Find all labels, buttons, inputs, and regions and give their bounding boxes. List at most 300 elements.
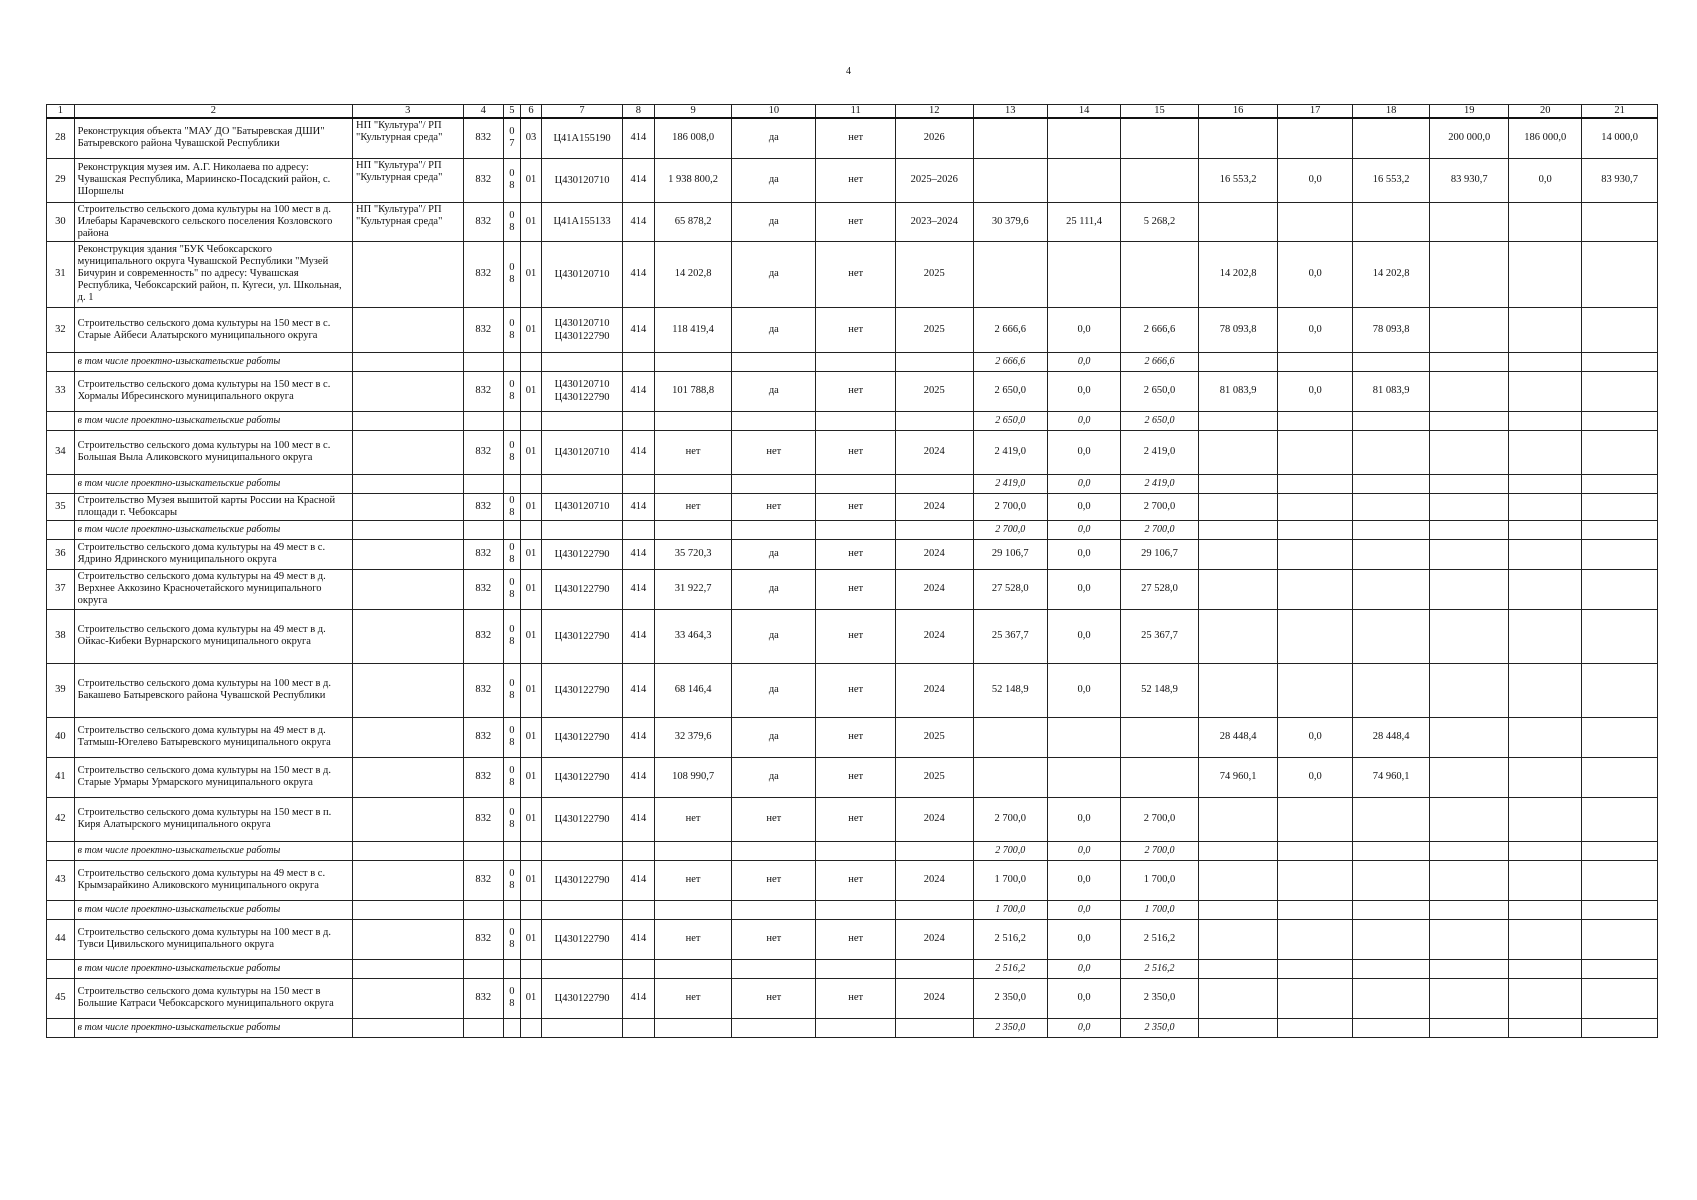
cell-col-19 xyxy=(1430,493,1509,520)
cell-col-7: Ц430122790 xyxy=(542,978,623,1018)
table-row xyxy=(47,307,1658,352)
cell-col-3 xyxy=(353,371,464,411)
table-row xyxy=(47,158,1658,202)
cell-col-4: 832 xyxy=(463,430,503,474)
cell-col-11: нет xyxy=(816,158,896,202)
cell-col-21 xyxy=(1582,307,1658,352)
cell-col-19 xyxy=(1430,609,1509,663)
cell-col-10: да xyxy=(732,569,816,609)
cell-col-9: 108 990,7 xyxy=(654,757,732,797)
cell-col-11: нет xyxy=(816,919,896,959)
cell-col-3 xyxy=(353,1018,464,1037)
cell-col-5: 08 xyxy=(503,241,520,307)
table-row xyxy=(47,717,1658,757)
cell-col-3 xyxy=(353,493,464,520)
cell-col-20 xyxy=(1509,241,1582,307)
cell-col-18 xyxy=(1352,900,1430,919)
cell-col-14 xyxy=(1047,241,1120,307)
cell-col-10 xyxy=(732,900,816,919)
cell-col-2: Строительство сельского дома культуры на 100 мест в д. Илебары Карачевского сельского поселения Козловского района xyxy=(74,202,352,241)
cell-col-6 xyxy=(520,959,541,978)
cell-col-13: 2 516,2 xyxy=(973,919,1047,959)
cell-col-9: нет xyxy=(654,797,732,841)
cell-col-5: 08 xyxy=(503,797,520,841)
cell-col-8 xyxy=(622,959,654,978)
cell-col-12: 2024 xyxy=(895,539,973,569)
cell-col-7: Ц430120710 xyxy=(542,158,623,202)
cell-col-21 xyxy=(1582,919,1658,959)
cell-col-21 xyxy=(1582,663,1658,717)
cell-col-7: Ц430122790 xyxy=(542,717,623,757)
cell-col-11: нет xyxy=(816,860,896,900)
cell-col-8: 414 xyxy=(622,539,654,569)
cell-col-4: 832 xyxy=(463,493,503,520)
cell-col-19: 200 000,0 xyxy=(1430,118,1509,158)
cell-col-10: да xyxy=(732,158,816,202)
cell-col-17: 0,0 xyxy=(1278,158,1352,202)
table-row xyxy=(47,797,1658,841)
cell-col-18 xyxy=(1352,1018,1430,1037)
cell-col-9: нет xyxy=(654,860,732,900)
cell-col-17 xyxy=(1278,493,1352,520)
cell-col-21 xyxy=(1582,371,1658,411)
cell-col-15 xyxy=(1121,118,1199,158)
cell-col-2: в том числе проектно-изыскательские работы xyxy=(74,959,352,978)
cell-col-4: 832 xyxy=(463,118,503,158)
cell-col-1: 36 xyxy=(47,539,75,569)
cell-col-2: Строительство сельского дома культуры на 49 мест в с. Ядрино Ядринского муниципального округа xyxy=(74,539,352,569)
cell-col-3 xyxy=(353,569,464,609)
table-row xyxy=(47,757,1658,797)
cell-col-13 xyxy=(973,158,1047,202)
cell-col-11: нет xyxy=(816,493,896,520)
cell-col-7: Ц430120710 Ц430122790 xyxy=(542,371,623,411)
cell-col-9: 65 878,2 xyxy=(654,202,732,241)
cell-col-21 xyxy=(1582,474,1658,493)
cell-col-20 xyxy=(1509,978,1582,1018)
cell-col-20 xyxy=(1509,841,1582,860)
cell-col-18 xyxy=(1352,797,1430,841)
cell-col-20 xyxy=(1509,202,1582,241)
cell-col-1: 29 xyxy=(47,158,75,202)
cell-col-12: 2024 xyxy=(895,797,973,841)
cell-col-9: 33 464,3 xyxy=(654,609,732,663)
cell-col-1 xyxy=(47,1018,75,1037)
cell-col-1: 31 xyxy=(47,241,75,307)
cell-col-4: 832 xyxy=(463,371,503,411)
cell-col-20 xyxy=(1509,919,1582,959)
cell-col-15: 1 700,0 xyxy=(1121,900,1199,919)
cell-col-11: нет xyxy=(816,663,896,717)
table-row xyxy=(47,663,1658,717)
cell-col-9 xyxy=(654,520,732,539)
cell-col-8: 414 xyxy=(622,609,654,663)
subtotal-row xyxy=(47,959,1658,978)
cell-col-6: 01 xyxy=(520,569,541,609)
cell-col-1 xyxy=(47,352,75,371)
cell-col-15: 2 419,0 xyxy=(1121,430,1199,474)
cell-col-6: 03 xyxy=(520,118,541,158)
cell-col-20 xyxy=(1509,797,1582,841)
cell-col-12 xyxy=(895,352,973,371)
cell-col-10: нет xyxy=(732,430,816,474)
cell-col-9: 14 202,8 xyxy=(654,241,732,307)
cell-col-9: нет xyxy=(654,430,732,474)
cell-col-17 xyxy=(1278,520,1352,539)
cell-col-12 xyxy=(895,411,973,430)
cell-col-6: 01 xyxy=(520,860,541,900)
cell-col-8: 414 xyxy=(622,158,654,202)
cell-col-4: 832 xyxy=(463,241,503,307)
cell-col-10: нет xyxy=(732,493,816,520)
cell-col-21: 83 930,7 xyxy=(1582,158,1658,202)
cell-col-1: 28 xyxy=(47,118,75,158)
cell-col-13: 2 419,0 xyxy=(973,474,1047,493)
cell-col-10: да xyxy=(732,609,816,663)
cell-col-6: 01 xyxy=(520,663,541,717)
cell-col-18 xyxy=(1352,609,1430,663)
cell-col-11: нет xyxy=(816,757,896,797)
cell-col-8 xyxy=(622,900,654,919)
cell-col-14: 0,0 xyxy=(1047,841,1120,860)
cell-col-16 xyxy=(1198,860,1278,900)
column-header-6: 6 xyxy=(520,105,541,119)
cell-col-5: 08 xyxy=(503,539,520,569)
cell-col-6: 01 xyxy=(520,919,541,959)
cell-col-15: 2 666,6 xyxy=(1121,352,1199,371)
cell-col-12: 2025 xyxy=(895,757,973,797)
cell-col-17 xyxy=(1278,959,1352,978)
cell-col-9 xyxy=(654,841,732,860)
cell-col-1: 40 xyxy=(47,717,75,757)
cell-col-21 xyxy=(1582,352,1658,371)
cell-col-16 xyxy=(1198,978,1278,1018)
cell-col-20 xyxy=(1509,860,1582,900)
cell-col-10: нет xyxy=(732,919,816,959)
cell-col-3 xyxy=(353,539,464,569)
cell-col-2: в том числе проектно-изыскательские работы xyxy=(74,411,352,430)
column-header-11: 11 xyxy=(816,105,896,119)
cell-col-2: в том числе проектно-изыскательские работы xyxy=(74,520,352,539)
subtotal-row xyxy=(47,900,1658,919)
cell-col-10: да xyxy=(732,717,816,757)
cell-col-7: Ц430122790 xyxy=(542,539,623,569)
cell-col-16 xyxy=(1198,474,1278,493)
cell-col-1: 38 xyxy=(47,609,75,663)
cell-col-9 xyxy=(654,352,732,371)
cell-col-11 xyxy=(816,520,896,539)
cell-col-13: 2 516,2 xyxy=(973,959,1047,978)
cell-col-8: 414 xyxy=(622,430,654,474)
cell-col-13: 2 666,6 xyxy=(973,307,1047,352)
cell-col-10 xyxy=(732,1018,816,1037)
cell-col-10: да xyxy=(732,371,816,411)
cell-col-14: 0,0 xyxy=(1047,1018,1120,1037)
cell-col-3 xyxy=(353,860,464,900)
cell-col-5: 08 xyxy=(503,202,520,241)
cell-col-5: 08 xyxy=(503,860,520,900)
cell-col-16 xyxy=(1198,539,1278,569)
cell-col-19 xyxy=(1430,202,1509,241)
table-row xyxy=(47,202,1658,241)
cell-col-20 xyxy=(1509,474,1582,493)
cell-col-17 xyxy=(1278,118,1352,158)
cell-col-11: нет xyxy=(816,241,896,307)
cell-col-10: нет xyxy=(732,797,816,841)
cell-col-21 xyxy=(1582,539,1658,569)
cell-col-17 xyxy=(1278,202,1352,241)
cell-col-4: 832 xyxy=(463,978,503,1018)
cell-col-21 xyxy=(1582,609,1658,663)
cell-col-19: 83 930,7 xyxy=(1430,158,1509,202)
cell-col-6 xyxy=(520,411,541,430)
cell-col-9 xyxy=(654,474,732,493)
cell-col-21 xyxy=(1582,411,1658,430)
cell-col-16: 78 093,8 xyxy=(1198,307,1278,352)
cell-col-1 xyxy=(47,959,75,978)
cell-col-9: 118 419,4 xyxy=(654,307,732,352)
cell-col-15 xyxy=(1121,757,1199,797)
cell-col-21 xyxy=(1582,1018,1658,1037)
cell-col-9: 68 146,4 xyxy=(654,663,732,717)
cell-col-19 xyxy=(1430,411,1509,430)
cell-col-6 xyxy=(520,900,541,919)
cell-col-19 xyxy=(1430,430,1509,474)
column-header-14: 14 xyxy=(1047,105,1120,119)
table-row xyxy=(47,569,1658,609)
column-header-1: 1 xyxy=(47,105,75,119)
cell-col-19 xyxy=(1430,797,1509,841)
cell-col-4 xyxy=(463,900,503,919)
cell-col-21 xyxy=(1582,841,1658,860)
cell-col-12 xyxy=(895,1018,973,1037)
cell-col-18 xyxy=(1352,959,1430,978)
cell-col-3 xyxy=(353,307,464,352)
cell-col-19 xyxy=(1430,919,1509,959)
cell-col-18: 14 202,8 xyxy=(1352,241,1430,307)
cell-col-18 xyxy=(1352,860,1430,900)
cell-col-12: 2023–2024 xyxy=(895,202,973,241)
cell-col-15: 52 148,9 xyxy=(1121,663,1199,717)
cell-col-10: да xyxy=(732,118,816,158)
cell-col-5: 08 xyxy=(503,978,520,1018)
cell-col-5: 08 xyxy=(503,569,520,609)
cell-col-7: Ц430122790 xyxy=(542,569,623,609)
cell-col-19 xyxy=(1430,474,1509,493)
cell-col-10: да xyxy=(732,663,816,717)
cell-col-12: 2026 xyxy=(895,118,973,158)
cell-col-11: нет xyxy=(816,307,896,352)
cell-col-3 xyxy=(353,609,464,663)
cell-col-5 xyxy=(503,1018,520,1037)
cell-col-14: 0,0 xyxy=(1047,919,1120,959)
cell-col-10: да xyxy=(732,202,816,241)
cell-col-18: 16 553,2 xyxy=(1352,158,1430,202)
cell-col-21 xyxy=(1582,717,1658,757)
table-row xyxy=(47,241,1658,307)
cell-col-8 xyxy=(622,841,654,860)
cell-col-21 xyxy=(1582,860,1658,900)
cell-col-14: 0,0 xyxy=(1047,371,1120,411)
cell-col-19 xyxy=(1430,539,1509,569)
subtotal-row xyxy=(47,474,1658,493)
table-row xyxy=(47,860,1658,900)
cell-col-8: 414 xyxy=(622,978,654,1018)
cell-col-4: 832 xyxy=(463,717,503,757)
cell-col-19 xyxy=(1430,860,1509,900)
cell-col-10 xyxy=(732,411,816,430)
cell-col-10: да xyxy=(732,539,816,569)
cell-col-7: Ц430122790 xyxy=(542,609,623,663)
cell-col-20 xyxy=(1509,609,1582,663)
cell-col-21 xyxy=(1582,959,1658,978)
cell-col-12: 2024 xyxy=(895,493,973,520)
cell-col-16 xyxy=(1198,797,1278,841)
cell-col-18 xyxy=(1352,520,1430,539)
cell-col-7: Ц41А155133 xyxy=(542,202,623,241)
cell-col-20: 186 000,0 xyxy=(1509,118,1582,158)
cell-col-5: 08 xyxy=(503,717,520,757)
cell-col-3 xyxy=(353,841,464,860)
cell-col-21 xyxy=(1582,797,1658,841)
cell-col-1: 43 xyxy=(47,860,75,900)
cell-col-14: 0,0 xyxy=(1047,860,1120,900)
table-row xyxy=(47,493,1658,520)
cell-col-13: 2 650,0 xyxy=(973,411,1047,430)
cell-col-12: 2024 xyxy=(895,609,973,663)
cell-col-4: 832 xyxy=(463,539,503,569)
subtotal-row xyxy=(47,841,1658,860)
column-header-19: 19 xyxy=(1430,105,1509,119)
cell-col-4: 832 xyxy=(463,569,503,609)
cell-col-15: 27 528,0 xyxy=(1121,569,1199,609)
cell-col-15 xyxy=(1121,241,1199,307)
cell-col-15: 25 367,7 xyxy=(1121,609,1199,663)
cell-col-4 xyxy=(463,474,503,493)
cell-col-3 xyxy=(353,520,464,539)
cell-col-6: 01 xyxy=(520,158,541,202)
cell-col-11: нет xyxy=(816,609,896,663)
cell-col-1: 32 xyxy=(47,307,75,352)
cell-col-1: 45 xyxy=(47,978,75,1018)
cell-col-18 xyxy=(1352,978,1430,1018)
cell-col-7: Ц430120710 Ц430122790 xyxy=(542,307,623,352)
cell-col-2: Строительство сельского дома культуры на 49 мест в д. Татмыш-Югелево Батыревского муниципального округа xyxy=(74,717,352,757)
cell-col-11: нет xyxy=(816,797,896,841)
cell-col-14: 0,0 xyxy=(1047,539,1120,569)
cell-col-3 xyxy=(353,959,464,978)
cell-col-5: 08 xyxy=(503,158,520,202)
cell-col-17 xyxy=(1278,430,1352,474)
cell-col-6: 01 xyxy=(520,371,541,411)
cell-col-16 xyxy=(1198,1018,1278,1037)
cell-col-13: 2 666,6 xyxy=(973,352,1047,371)
cell-col-18 xyxy=(1352,430,1430,474)
cell-col-7 xyxy=(542,841,623,860)
cell-col-10: нет xyxy=(732,978,816,1018)
cell-col-13 xyxy=(973,717,1047,757)
cell-col-2: Строительство Музея вышитой карты России на Красной площади г. Чебоксары xyxy=(74,493,352,520)
cell-col-3 xyxy=(353,978,464,1018)
cell-col-14: 0,0 xyxy=(1047,307,1120,352)
cell-col-15: 2 650,0 xyxy=(1121,411,1199,430)
cell-col-11: нет xyxy=(816,371,896,411)
cell-col-12: 2025 xyxy=(895,307,973,352)
cell-col-13: 1 700,0 xyxy=(973,860,1047,900)
cell-col-7: Ц430122790 xyxy=(542,860,623,900)
cell-col-13: 2 650,0 xyxy=(973,371,1047,411)
cell-col-7: Ц430120710 xyxy=(542,493,623,520)
cell-col-1: 34 xyxy=(47,430,75,474)
cell-col-1: 39 xyxy=(47,663,75,717)
cell-col-13 xyxy=(973,757,1047,797)
cell-col-15: 2 516,2 xyxy=(1121,919,1199,959)
page-number: 4 xyxy=(846,66,851,77)
cell-col-18 xyxy=(1352,352,1430,371)
cell-col-13: 1 700,0 xyxy=(973,900,1047,919)
column-header-2: 2 xyxy=(74,105,352,119)
cell-col-2: Строительство сельского дома культуры на 100 мест в д. Тувси Цивильского муниципального округа xyxy=(74,919,352,959)
cell-col-2: Строительство сельского дома культуры на 49 мест в д. Ойкас-Кибеки Вурнарского муниципального округа xyxy=(74,609,352,663)
cell-col-12 xyxy=(895,474,973,493)
cell-col-9: 35 720,3 xyxy=(654,539,732,569)
cell-col-9 xyxy=(654,411,732,430)
investment-objects-table xyxy=(46,104,1658,1038)
cell-col-8: 414 xyxy=(622,493,654,520)
cell-col-18: 81 083,9 xyxy=(1352,371,1430,411)
table-row xyxy=(47,919,1658,959)
cell-col-6: 01 xyxy=(520,757,541,797)
cell-col-8: 414 xyxy=(622,202,654,241)
cell-col-8: 414 xyxy=(622,757,654,797)
cell-col-2: Строительство сельского дома культуры на 49 мест в д. Верхнее Аккозино Красночетайского муниципального округа xyxy=(74,569,352,609)
cell-col-12: 2025 xyxy=(895,241,973,307)
cell-col-12 xyxy=(895,841,973,860)
cell-col-5 xyxy=(503,959,520,978)
table-row xyxy=(47,371,1658,411)
cell-col-13: 2 700,0 xyxy=(973,520,1047,539)
cell-col-19 xyxy=(1430,1018,1509,1037)
cell-col-3 xyxy=(353,919,464,959)
cell-col-2: Строительство сельского дома культуры на 150 мест в с. Старые Айбеси Алатырского муниципального округа xyxy=(74,307,352,352)
cell-col-16: 28 448,4 xyxy=(1198,717,1278,757)
cell-col-13: 2 700,0 xyxy=(973,841,1047,860)
cell-col-11: нет xyxy=(816,569,896,609)
cell-col-15: 2 419,0 xyxy=(1121,474,1199,493)
cell-col-16: 74 960,1 xyxy=(1198,757,1278,797)
cell-col-9: 1 938 800,2 xyxy=(654,158,732,202)
cell-col-4 xyxy=(463,411,503,430)
cell-col-16: 14 202,8 xyxy=(1198,241,1278,307)
cell-col-2: в том числе проектно-изыскательские работы xyxy=(74,841,352,860)
cell-col-20: 0,0 xyxy=(1509,158,1582,202)
cell-col-19 xyxy=(1430,978,1509,1018)
cell-col-12: 2024 xyxy=(895,978,973,1018)
cell-col-21 xyxy=(1582,202,1658,241)
cell-col-11 xyxy=(816,1018,896,1037)
column-header-12: 12 xyxy=(895,105,973,119)
cell-col-21 xyxy=(1582,757,1658,797)
cell-col-7 xyxy=(542,959,623,978)
cell-col-11: нет xyxy=(816,202,896,241)
cell-col-14: 0,0 xyxy=(1047,900,1120,919)
cell-col-9 xyxy=(654,959,732,978)
cell-col-6: 01 xyxy=(520,717,541,757)
cell-col-19 xyxy=(1430,663,1509,717)
cell-col-4: 832 xyxy=(463,919,503,959)
cell-col-19 xyxy=(1430,959,1509,978)
cell-col-12: 2024 xyxy=(895,663,973,717)
